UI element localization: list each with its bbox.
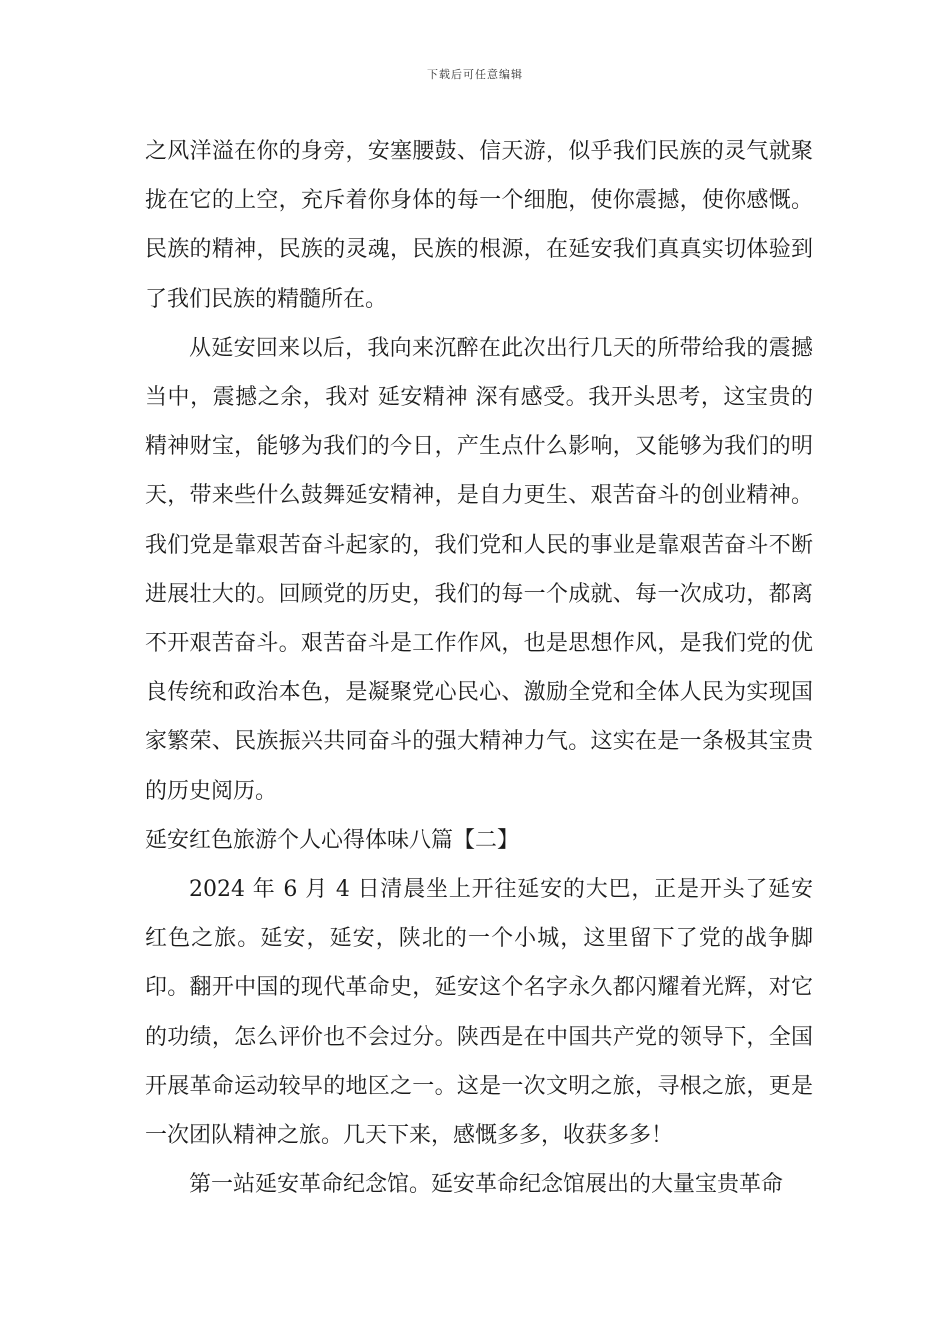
paragraph-2: 从延安回来以后，我向来沉醉在此次出行几天的所带给我的震撼当中，震撼之余，我对 延安精神 深有感受。我开头思考，这宝贵的精神财宝，能够为我们的今日，产生点什么影响，又能够为我们的明天，带来些什么鼓舞延安精神，是自力更生、艰苦奋斗的创业精神。我们党是靠艰苦奋斗起家的，我们党和人民的事业是靠艰苦奋斗不断进展壮大的。回顾党的历史，我们的每一个成就、每一次成功，都离不开艰苦奋斗。艰苦奋斗是工作作风，也是思想作风，是我们党的优良传统和政治本色，是凝聚党心民心、激励全党和全体人民为实现国家繁荣、民族振兴共同奋斗的强大精神力气。这实在是一条极其宝贵的历史阅历。: [145, 335, 813, 804]
paragraph-3: 2024 年 6 月 4 日清晨坐上开往延安的大巴，正是开头了延安红色之旅。延安，延安，陕北的一个小城，这里留下了党的战争脚印。翻开中国的现代革命史，延安这个名字永久都闪耀着光辉，对它的功绩，怎么评价也不会过分。陕西是在中国共产党的领导下，全国开展革命运动较早的地区之一。这是一次文明之旅，寻根之旅，更是一次团队精神之旅。几天下来，感慨多多，收获多多！: [145, 877, 813, 1149]
page-header: 下载后可任意编辑: [427, 68, 523, 81]
paragraph-4: 第一站延安革命纪念馆。延安革命纪念馆展出的大量宝贵革命: [189, 1172, 784, 1198]
section-heading: 延安红色旅游个人心得体味八篇【二】: [145, 827, 520, 853]
document-body: [145, 127, 813, 1209]
paragraph-1: 之风洋溢在你的身旁，安塞腰鼓、信天游，似乎我们民族的灵气就聚拢在它的上空，充斥着你身体的每一个细胞，使你震撼，使你感慨。民族的精神，民族的灵魂，民族的根源，在延安我们真真实切体验到了我们民族的精髓所在。: [145, 139, 813, 312]
